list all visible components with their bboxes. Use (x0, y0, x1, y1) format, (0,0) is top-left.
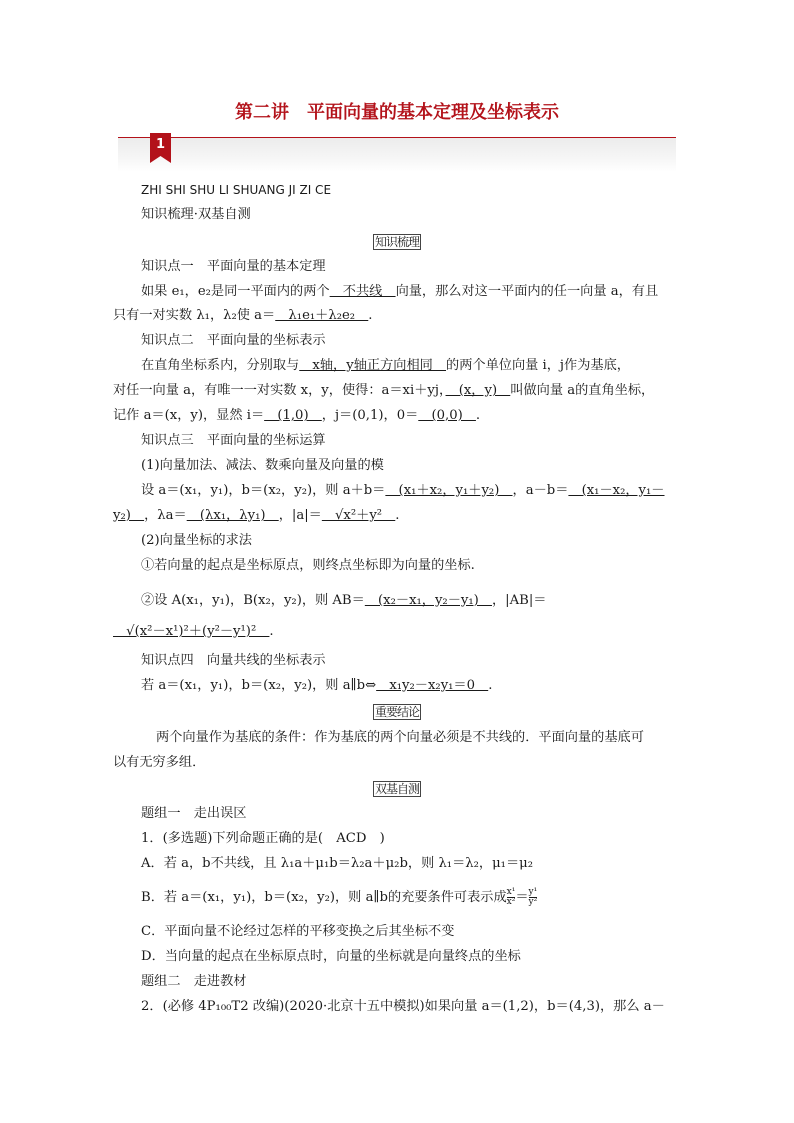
kp3-text-e: . (395, 508, 400, 523)
kp2-text-e: 记作 a＝(x，y)，显然 i＝ (113, 408, 265, 423)
kp1-text-c: 只有一对实数 λ₁，λ₂使 a＝ (113, 308, 276, 323)
conclusion-label: 重要结论 (374, 705, 419, 719)
selftest-label: 双基自测 (374, 782, 419, 796)
fraction-x-den: x² (506, 897, 516, 907)
kp3-blank4: √x²＋y² (321, 508, 396, 523)
kp2-blank2: (x，y) (445, 383, 511, 398)
kp2-title: 知识点二 平面向量的坐标表示 (141, 333, 326, 348)
knowledge-box (0, 234, 794, 251)
kp2-text-c: 对任一向量 a，有唯一一对实数 x，y，使得：a＝xi＋yj， (113, 383, 446, 398)
section-number: 1 (155, 137, 166, 152)
pinyin-heading: ZHI SHI SHU LI SHUANG JI ZI CE (141, 183, 332, 197)
conclusion-line2: 以有无穷多组． (113, 755, 206, 770)
kp3-item2-cont (113, 624, 274, 640)
kp3-text-d: ，|a|＝ (278, 508, 322, 523)
kp4-blank1: x₁y₂－x₂y₁＝0 (376, 678, 489, 693)
kp4-text-b: . (488, 678, 493, 693)
q1-option-d: D．当向量的起点在坐标原点时，向量的坐标就是向量终点的坐标 (141, 949, 521, 964)
kp2-line3 (113, 408, 480, 424)
conclusion-box (0, 704, 794, 721)
kp3-text-c: ，λa＝ (144, 508, 187, 523)
q1-b-text: B．若 a＝(x₁，y₁)，b＝(x₂，y₂)，则 a∥b的充要条件可表示成 (141, 890, 507, 905)
kp2-text-g: . (475, 408, 481, 423)
kp3-blank6: √(x²－x¹)²＋(y²－y¹)² (113, 624, 270, 639)
kp3-line1 (141, 483, 665, 499)
kp2-line1 (141, 358, 630, 374)
selftest-box (0, 781, 794, 798)
kp4-title: 知识点四 向量共线的坐标表示 (141, 653, 326, 668)
kp2-blank3: (1,0) (264, 408, 322, 423)
kp2-text-d: 叫做向量 a的直角坐标， (510, 383, 655, 398)
kp3-item1: ①若向量的起点是坐标原点，则终点坐标即为向量的坐标. (141, 558, 475, 573)
q1-option-c: C．平面向量不论经过怎样的平移变换之后其坐标不变 (141, 924, 455, 939)
group2-heading: 题组二 走进教材 (141, 974, 247, 989)
section-banner (118, 138, 676, 172)
fraction-y-den: y² (528, 897, 538, 907)
kp1-text-b: 向量，那么对这一平面内的任一向量 a，有且 (395, 284, 659, 299)
kp3-blank5: (x₂－x₁，y₂－y₁) (364, 593, 492, 608)
kp1-text-d: . (368, 308, 373, 323)
kp3-sub1: (1)向量加法、减法、数乘向量及向量的模 (141, 458, 384, 473)
question-2: 2．(必修 4P₁₀₀T2 改编)(2020·北京十五中模拟)如果向量 a＝(1,2)，b＝(4,3)，那么 a－ (141, 999, 665, 1014)
question-1: 1．(多选题)下列命题正确的是( ACD ) (141, 831, 385, 846)
q1-b-eq: ＝ (515, 890, 529, 905)
group1-heading: 题组一 走出误区 (141, 806, 247, 821)
kp3-text-a: 设 a＝(x₁，y₁)，b＝(x₂，y₂)，则 a＋b＝ (141, 483, 386, 498)
kp3-blank1: (x₁＋x₂，y₁＋y₂) (385, 483, 513, 498)
kp1-line2 (113, 308, 372, 324)
kp3-sub2: (2)向量坐标的求法 (141, 533, 252, 548)
kp3-text-f: ②设 A(x₁，y₁)，B(x₂，y₂)，则 AB＝ (141, 593, 365, 608)
fraction-x-num: x¹ (506, 887, 516, 897)
kp3-blank2: (x₁－x₂，y₁－ (568, 483, 665, 498)
kp3-line2 (113, 508, 399, 524)
conclusion-line1: 两个向量作为基底的条件：作为基底的两个向量必须是不共线的．平面向量的基底可 (156, 730, 644, 745)
section-heading: 知识梳理·双基自测 (141, 207, 251, 222)
kp4-text-a: 若 a＝(x₁，y₁)，b＝(x₂，y₂)，则 a∥b⇔ (141, 678, 377, 693)
kp3-title: 知识点三 平面向量的坐标运算 (141, 433, 326, 448)
kp2-text-f: ，j＝(0,1)，0＝ (321, 408, 419, 423)
kp1-text-a: 如果 e₁，e₂是同一平面内的两个 (141, 284, 330, 299)
page-title: 第二讲 平面向量的基本定理及坐标表示 (235, 102, 559, 123)
kp1-line1 (141, 284, 658, 300)
kp3-text-b: ，a－b＝ (512, 483, 569, 498)
fraction-y-num: y¹ (528, 887, 538, 897)
q1-option-b (141, 888, 537, 907)
q1-option-a: A．若 a，b不共线，且 λ₁a＋μ₁b＝λ₂a＋μ₂b，则 λ₁＝λ₂，μ₁＝μ₂ (141, 856, 534, 871)
kp3-text-h: . (269, 624, 274, 639)
kp3-item2 (141, 593, 546, 609)
kp1-blank2: λ₁e₁＋λ₂e₂ (275, 308, 369, 323)
kp2-text-b: 的两个单位向量 i，j作为基底， (446, 358, 630, 373)
kp2-text-a: 在直角坐标系内，分别取与 (141, 358, 300, 373)
kp1-blank1: 不共线 (329, 284, 396, 299)
kp3-text-g: ，|AB|＝ (491, 593, 547, 608)
knowledge-label: 知识梳理 (374, 235, 419, 249)
kp2-blank4: (0,0) (418, 408, 476, 423)
kp2-blank1: x轴，y轴正方向相同 (299, 358, 447, 373)
kp4-line1 (141, 678, 492, 694)
kp3-blank3: (λx₁，λy₁) (186, 508, 279, 523)
fraction-y (529, 888, 538, 907)
kp1-title: 知识点一 平面向量的基本定理 (141, 259, 326, 274)
kp3-blank2-cont: y₂) (113, 508, 145, 523)
kp2-line2 (113, 383, 654, 399)
